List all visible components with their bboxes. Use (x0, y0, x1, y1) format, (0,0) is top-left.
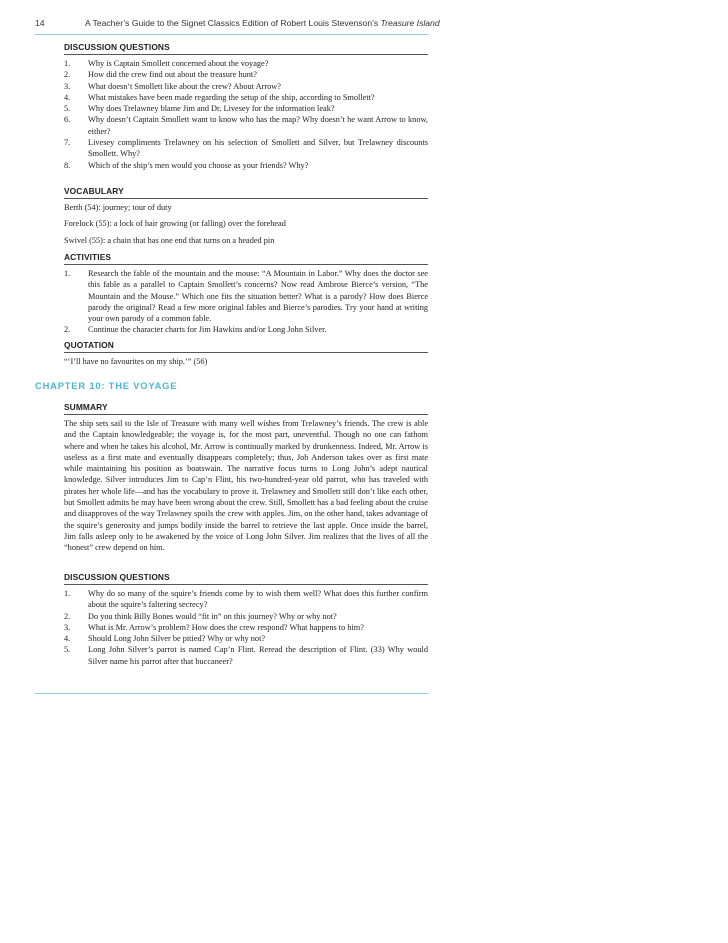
question-item (64, 611, 428, 622)
bottom-rule (35, 693, 428, 694)
item-number: 2. (64, 325, 71, 335)
section-heading: VOCABULARY (64, 186, 428, 199)
item-number: 8. (64, 160, 71, 170)
item-number: 1. (64, 59, 71, 68)
item-number: 2. (64, 70, 71, 80)
item-number: 7. (64, 138, 71, 148)
vocabulary-entry: Forelock (55): a lock of hair growing (or falling) over the forehead (64, 219, 286, 229)
item-text: What is Mr. Arrow’s problem? How does the crew respond? What happens to him? (88, 622, 364, 632)
question-item (64, 81, 428, 92)
item-text: Why doesn’t Captain Smollett want to know who has the map? Why doesn’t he want Arrow to know, either? (88, 115, 428, 136)
item-text: Why do so many of the squire’s friends come by to wish them well? What does this further confirm about the squire’s faltering secrecy? (88, 589, 428, 610)
question-item (64, 137, 428, 160)
discussion-questions-section-2 (64, 572, 428, 667)
section-heading: DISCUSSION QUESTIONS (64, 572, 428, 585)
question-item (64, 160, 428, 171)
item-number: 4. (64, 634, 71, 644)
item-text: Which of the ship’s men would you choose as your friends? Why? (88, 160, 309, 170)
running-header (35, 14, 440, 35)
item-number: 6. (64, 115, 71, 125)
item-text: Livesey compliments Trelawney on his selection of Smollett and Silver, but Trelawney discounts Smollett. Why? (88, 138, 428, 159)
discussion-questions-section (64, 42, 428, 171)
question-item (64, 103, 428, 114)
item-number: 2. (64, 611, 71, 621)
header-title (85, 18, 440, 28)
activity-item (64, 324, 428, 335)
question-item (64, 58, 428, 69)
item-number: 4. (64, 92, 71, 102)
question-item (64, 644, 428, 667)
vocabulary-entry: Berth (54): journey; tour of duty (64, 203, 172, 212)
quotation-text: “‘I’ll have no favourites on my ship.’” (56) (64, 357, 208, 366)
question-list (64, 58, 428, 171)
item-number: 5. (64, 645, 71, 655)
header-title-text: A Teacher’s Guide to the Signet Classics Edition of Robert Louis Stevenson’s (85, 18, 381, 28)
item-text: What doesn’t Smollett like about the crew? About Arrow? (88, 81, 281, 91)
vocabulary-section (64, 186, 428, 251)
section-heading: SUMMARY (64, 402, 428, 415)
section-heading: ACTIVITIES (64, 252, 428, 265)
item-text: Continue the character charts for Jim Hawkins and/or Long John Silver. (88, 325, 327, 335)
item-text: Do you think Billy Bones would “fit in” on this journey? Why or why not? (88, 611, 337, 621)
activities-section (64, 252, 428, 336)
header-book-title: Treasure Island (380, 18, 440, 28)
chapter-heading: CHAPTER 10: THE VOYAGE (35, 380, 178, 391)
item-text: What mistakes have been made regarding the setup of the ship, according to Smollett? (88, 92, 375, 102)
question-item (64, 114, 428, 137)
item-text: Why is Captain Smollett concerned about the voyage? (88, 59, 269, 68)
item-text: Research the fable of the mountain and the mouse: “A Mountain in Labor.” Why does the doctor see this fable as a parallel to Captain Smollett’s concerns? Now read Ambrose Bierce’s version, “The Mountain and the Mouse.” Which one fits the situation better? What is a parody? How does Bierce parody the original? Read a few more original fables and Bierce’s parodies. Try your hand at writing your own parody of a common fable. (88, 269, 428, 324)
item-number: 3. (64, 81, 71, 91)
item-text: Why does Trelawney blame Jim and Dr. Livesey for the information leak? (88, 104, 335, 114)
vocabulary-entry: Swivel (55): a chain that has one end that turns on a headed pin (64, 235, 275, 245)
question-item (64, 69, 428, 80)
item-text: Should Long John Silver be pitied? Why or why not? (88, 634, 266, 644)
section-heading: QUOTATION (64, 340, 428, 353)
quotation-section (64, 340, 428, 367)
section-heading: DISCUSSION QUESTIONS (64, 42, 428, 55)
item-number: 3. (64, 622, 71, 632)
activity-list (64, 268, 428, 336)
question-list (64, 588, 428, 667)
item-number: 1. (64, 589, 71, 598)
page-number: 14 (35, 18, 45, 28)
question-item (64, 92, 428, 103)
item-text: Long John Silver’s parrot is named Cap’n Flint. Reread the description of Flint. (33) Why would Silver name his parrot after that buccaneer? (88, 645, 428, 666)
activity-item (64, 268, 428, 324)
question-item (64, 588, 428, 611)
item-text: How did the crew find out about the treasure hunt? (88, 70, 257, 80)
item-number: 5. (64, 104, 71, 114)
item-number: 1. (64, 269, 71, 278)
summary-text: The ship sets sail to the Isle of Treasure with many well wishes from Trelawney’s friends. The crew is able and the Captain knowledgeable; the voyage is, for the most part, uneventful. Though no one can fathom where and when he takes his alcohol, Mr. Arrow is continually marked by drunkenness. Indeed, Mr. Arrow is useless as a first mate and eventually disappears completely; thus, Job Anderson takes over as first mate while maintaining his position as boatswain. The narrative focus turns to Long John’s adept nautical knowledge. Silver introduces Jim to Cap’n Flint, his two-hundred-year old parrot, who has traveled with pirates her whole life—and has the vocabulary to prove it. Trelawney and Smollett still don’t like each other, but Smollett admits he may have been wrong about the crew. Still, Smollett has a bad feeling about the cruise and disapproves of the way Trelawney spoils the crew with apples. Jim, on the other hand, takes advantage of the squire’s generosity and jumps bodily inside the barrel to retrieve the last apple. Once inside the barrel, Jim falls asleep only to be awakened by the voice of Long John Silver. Jim realizes that the lives of all the “honest” crew depend on him. (64, 419, 428, 553)
question-item (64, 622, 428, 633)
summary-section (64, 402, 428, 554)
question-item (64, 633, 428, 644)
